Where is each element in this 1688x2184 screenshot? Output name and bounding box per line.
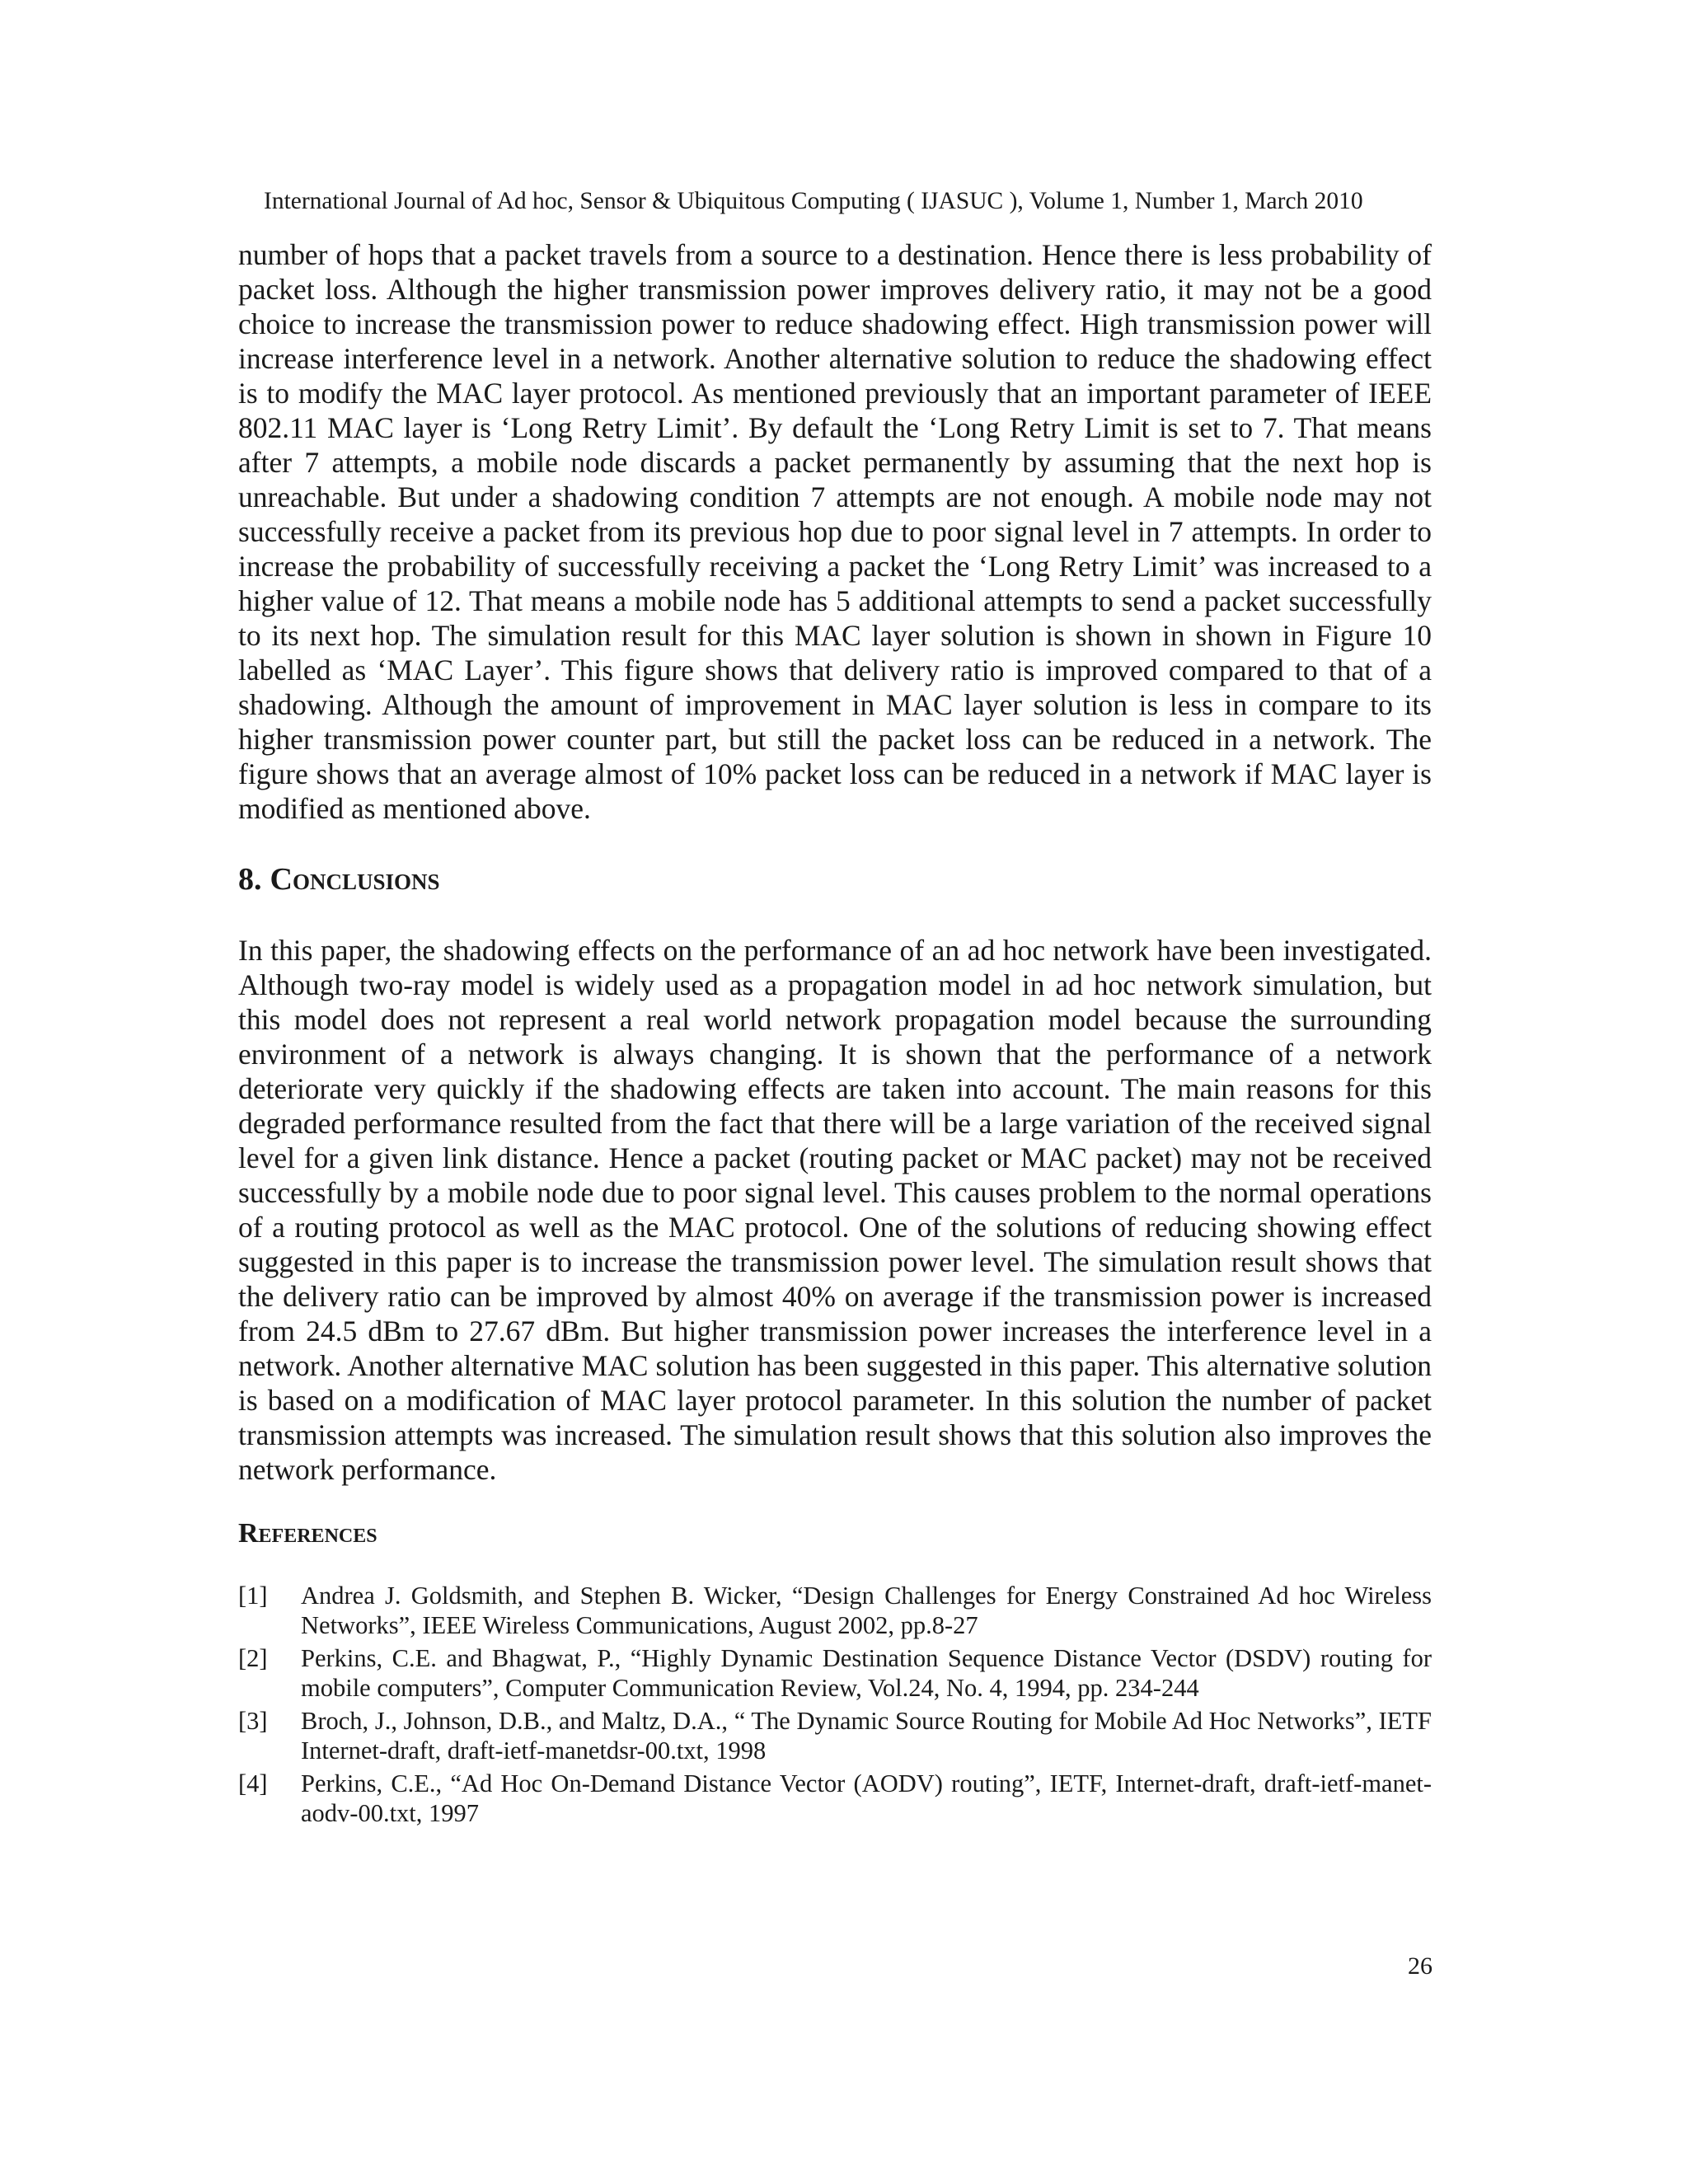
reference-text: Perkins, C.E. and Bhagwat, P., “Highly Dynamic Destination Sequence Distance Vector (DSDV) routing for mobile computers”, Computer Communication Review, Vol.24, No. 4, 1994, pp. 234-244 [301, 1644, 1432, 1702]
page-content [238, 237, 1432, 1831]
running-header: International Journal of Ad hoc, Sensor & Ubiquitous Computing ( IJASUC ), Volume 1, Number 1, March 2010 [264, 188, 1363, 214]
reference-item [238, 1706, 1432, 1765]
reference-text: Perkins, C.E., “Ad Hoc On-Demand Distance Vector (AODV) routing”, IETF, Internet-draft, draft-ietf-manet-aodv-00.txt, 1997 [301, 1769, 1432, 1827]
reference-text: Andrea J. Goldsmith, and Stephen B. Wicker, “Design Challenges for Energy Constrained Ad hoc Wireless Networks”, IEEE Wireless Communications, August 2002, pp.8-27 [301, 1582, 1432, 1639]
reference-item [238, 1769, 1432, 1828]
section-title: Conclusions [270, 862, 440, 897]
reference-number: [4] [238, 1769, 268, 1797]
conclusions-heading [238, 860, 1432, 898]
reference-item [238, 1643, 1432, 1703]
section-number: 8. [238, 862, 262, 897]
page-number: 26 [1408, 1952, 1432, 1980]
reference-item [238, 1581, 1432, 1640]
conclusions-paragraph: In this paper, the shadowing effects on the performance of an ad hoc network have been investigated. Although two-ray model is widely used as a propagation model in ad hoc network simulation, but this model does not represent a real world network propagation model because the surrounding environment of a network is always changing. It is shown that the performance of a network deteriorate very quickly if the shadowing effects are taken into account. The main reasons for this degraded performance resulted from the fact that there will be a large variation of the received signal level for a given link distance. Hence a packet (routing packet or MAC packet) may not be received successfully by a mobile node due to poor signal level. This causes problem to the normal operations of a routing protocol as well as the MAC protocol. One of the solutions of reducing showing effect suggested in this paper is to increase the transmission power level. The simulation result shows that the delivery ratio can be improved by almost 40% on average if the transmission power is increased from 24.5 dBm to 27.67 dBm. But higher transmission power increases the interference level in a network. Another alternative MAC solution has been suggested in this paper. This alternative solution is based on a modification of MAC layer protocol parameter. In this solution the number of packet transmission attempts was increased. The simulation result shows that this solution also improves the network performance. [238, 934, 1432, 1486]
reference-number: [2] [238, 1644, 268, 1672]
body-paragraph: number of hops that a packet travels from a source to a destination. Hence there is less probability of packet loss. Although the higher transmission power improves delivery ratio, it may not be a good choice to increase the transmission power to reduce shadowing effect. High transmission power will increase interference level in a network. Another alternative solution to reduce the shadowing effect is to modify the MAC layer protocol. As mentioned previously that an important parameter of IEEE 802.11 MAC layer is ‘Long Retry Limit’. By default the ‘Long Retry Limit is set to 7. That means after 7 attempts, a mobile node discards a packet permanently by assuming that the next hop is unreachable. But under a shadowing condition 7 attempts are not enough. A mobile node may not successfully receive a packet from its previous hop due to poor signal level in 7 attempts. In order to increase the probability of successfully receiving a packet the ‘Long Retry Limit’ was increased to a higher value of 12. That means a mobile node has 5 additional attempts to send a packet successfully to its next hop. The simulation result for this MAC layer solution is shown in shown in Figure 10 labelled as ‘MAC Layer’. This figure shows that delivery ratio is improved compared to that of a shadowing. Although the amount of improvement in MAC layer solution is less in compare to its higher transmission power counter part, but still the packet loss can be reduced in a network. The figure shows that an average almost of 10% packet loss can be reduced in a network if MAC layer is modified as mentioned above. [238, 238, 1432, 825]
reference-list [238, 1581, 1432, 1828]
reference-text: Broch, J., Johnson, D.B., and Maltz, D.A., “ The Dynamic Source Routing for Mobile Ad Hoc Networks”, IETF Internet-draft, draft-ietf-manetdsr-00.txt, 1998 [301, 1707, 1432, 1765]
reference-number: [3] [238, 1707, 268, 1735]
references-heading: References [238, 1518, 377, 1549]
reference-number: [1] [238, 1582, 268, 1610]
